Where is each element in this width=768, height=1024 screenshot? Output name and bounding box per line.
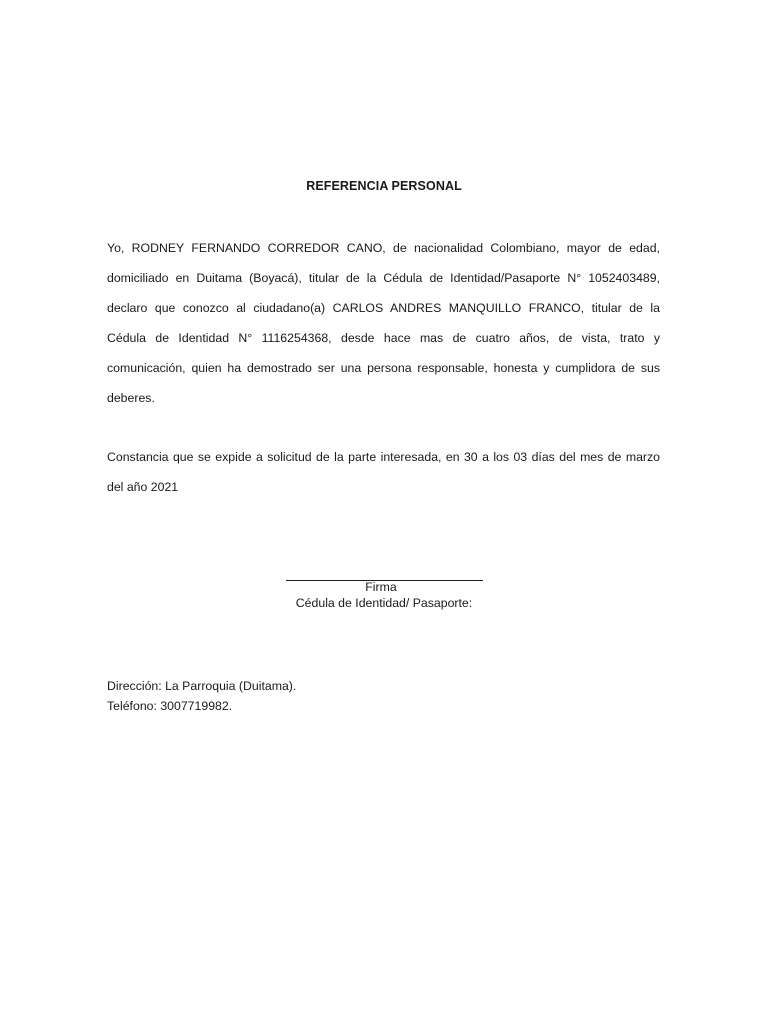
constancia-line: Constancia que se expide a solicitud de la parte interesada, en 30 a los 03 días del mes de marzo — [107, 450, 660, 464]
constancia-line: del año 2021 — [107, 480, 179, 494]
signature-label — [0, 580, 768, 594]
constancia-paragraph — [107, 442, 660, 502]
signature-id-label: Cédula de Identidad/ Pasaporte: — [295, 596, 473, 610]
body-line: Cédula de Identidad N° 1116254368, desde hace mas de cuatro años, de vista, trato y — [107, 331, 660, 345]
body-paragraph — [107, 233, 660, 413]
signature-label-text: Firma — [365, 580, 397, 594]
body-line: comunicación, quien ha demostrado ser una persona responsable, honesta y cumplidora de sus — [107, 361, 660, 375]
body-line: domiciliado en Duitama (Boyacá), titular de la Cédula de Identidad/Pasaporte N° 1052403489, — [107, 271, 660, 285]
body-line: deberes. — [107, 391, 155, 405]
body-line: Yo, RODNEY FERNANDO CORREDOR CANO, de nacionalidad Colombiano, mayor de edad, — [107, 241, 660, 255]
contact-phone: Teléfono: 3007719982. — [107, 699, 233, 713]
document-title: REFERENCIA PERSONAL — [306, 179, 462, 193]
contact-address: Dirección: La Parroquia (Duitama). — [107, 679, 297, 693]
body-line: declaro que conozco al ciudadano(a) CARLOS ANDRES MANQUILLO FRANCO, titular de la — [107, 301, 660, 315]
